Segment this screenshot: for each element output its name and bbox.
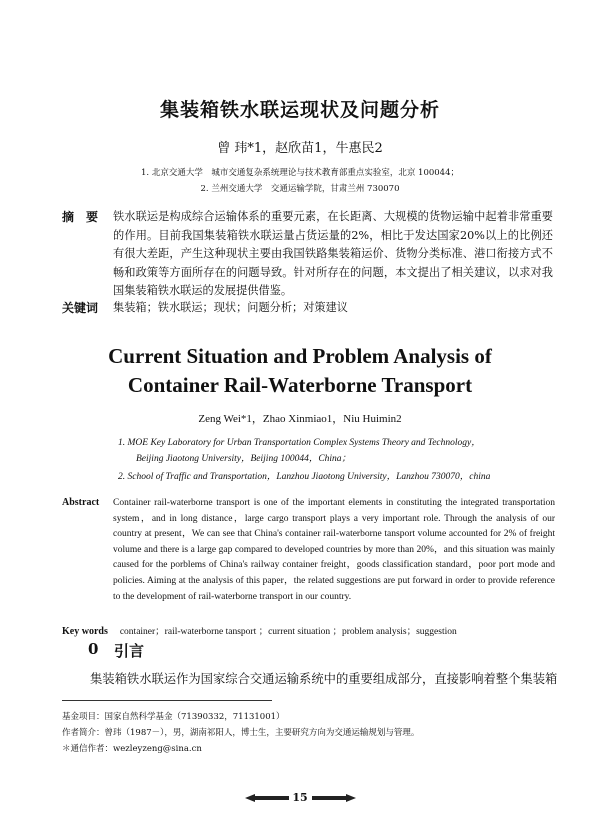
cn-affiliation-1: 1. 北京交通大学 城市交通复杂系统理论与技术教育部重点实验室，北京 100044； — [141, 168, 459, 178]
footnote-contact: ＊通信作者：wezleyzeng@sina.cn — [62, 744, 202, 754]
en-title-line-1: Current Situation and Problem Analysis of — [108, 344, 492, 368]
page-number-block — [0, 791, 600, 804]
cn-abstract-label: 摘 要 — [62, 210, 99, 224]
cn-keywords-text: 集装箱；铁水联运；现状；问题分析；对策建议 — [113, 301, 348, 314]
footnote-divider — [62, 700, 272, 701]
en-affiliation-1-line-2: Beijing Jiaotong University，Beijing 100044，China； — [136, 454, 352, 464]
cn-title: 集装箱铁水联运现状及问题分析 — [159, 99, 440, 121]
cn-abstract-text: 铁水联运是构成综合运输体系的重要元素，在长距离、大规模的货物运输中起着非常重要的作用。目前我国集装箱铁水联运量占货运量的2%，相比于发达国家20%以上的比例还有很大差距，产生这种现状主要由我国铁路集装箱运价、货物分类标准、港口衔接方式不畅和政策等方面所存在的问题导致。针对所存在的问题，本文提出了相关建议，以求对我国集装箱铁水联运的发展提供借鉴。 — [113, 210, 553, 297]
section-title: 引言 — [114, 642, 145, 660]
cn-authors: 曾 玮*1，赵欣苗1，牛惠民2 — [217, 141, 383, 156]
right-ornament-icon — [312, 793, 356, 803]
en-authors: Zeng Wei*1，Zhao Xinmiao1，Niu Huimin2 — [198, 413, 402, 425]
cn-keywords-label: 关键词 — [62, 301, 99, 315]
en-affiliation-1-line-1: 1. MOE Key Laboratory for Urban Transportation Complex Systems Theory and Technology， — [118, 438, 481, 448]
en-abstract-label: Abstract — [62, 497, 100, 508]
en-keywords-text: container；rail-waterborne tansport ；current situation ；problem analysis；suggestion — [119, 627, 457, 637]
section-number: 0 — [88, 640, 99, 658]
en-keywords — [62, 623, 457, 637]
cn-affiliation-2: 2. 兰州交通大学 交通运输学院，甘肃兰州 730070 — [200, 184, 400, 194]
footnote-fund: 基金项目：国家自然科学基金（71390332，71131001） — [62, 712, 285, 722]
left-ornament-icon — [245, 793, 289, 803]
intro-paragraph: 集装箱铁水联运作为国家综合交通运输系统中的重要组成部分，直接影响着整个集装箱 — [90, 672, 558, 686]
page-number: 15 — [292, 791, 308, 804]
en-affiliation-2: 2. School of Traffic and Transportation，Lanzhou Jiaotong University，Lanzhou 730070，china — [118, 472, 491, 482]
en-abstract-text: Container rail-waterborne transport is one of the important elements in constituting the integrated transportation system，and in long distance，large cargo transport plays a very important role. Through the analysis of our country at present，We can see that China's container rail-waterborne tansport volume accounted for 2% of freight volume and there is a large gap compared to developed countries by more than 20%，and this situation was mainly caused for the porblems of China's railway container freight，goods classification standard，poor port mode and policies. Aiming at the analysis of this paper，the related suggestions are put forward in order to provide reference to the development of rail-waterborne transport in our country. — [113, 498, 555, 602]
footnote-author-bio: 作者简介：曾玮（1987－），男，湖南祁阳人，博士生，主要研究方向为交通运输规划与管理。 — [62, 728, 420, 738]
en-keywords-label: Key words — [62, 626, 108, 637]
en-title-line-2: Container Rail-Waterborne Transport — [127, 373, 473, 397]
